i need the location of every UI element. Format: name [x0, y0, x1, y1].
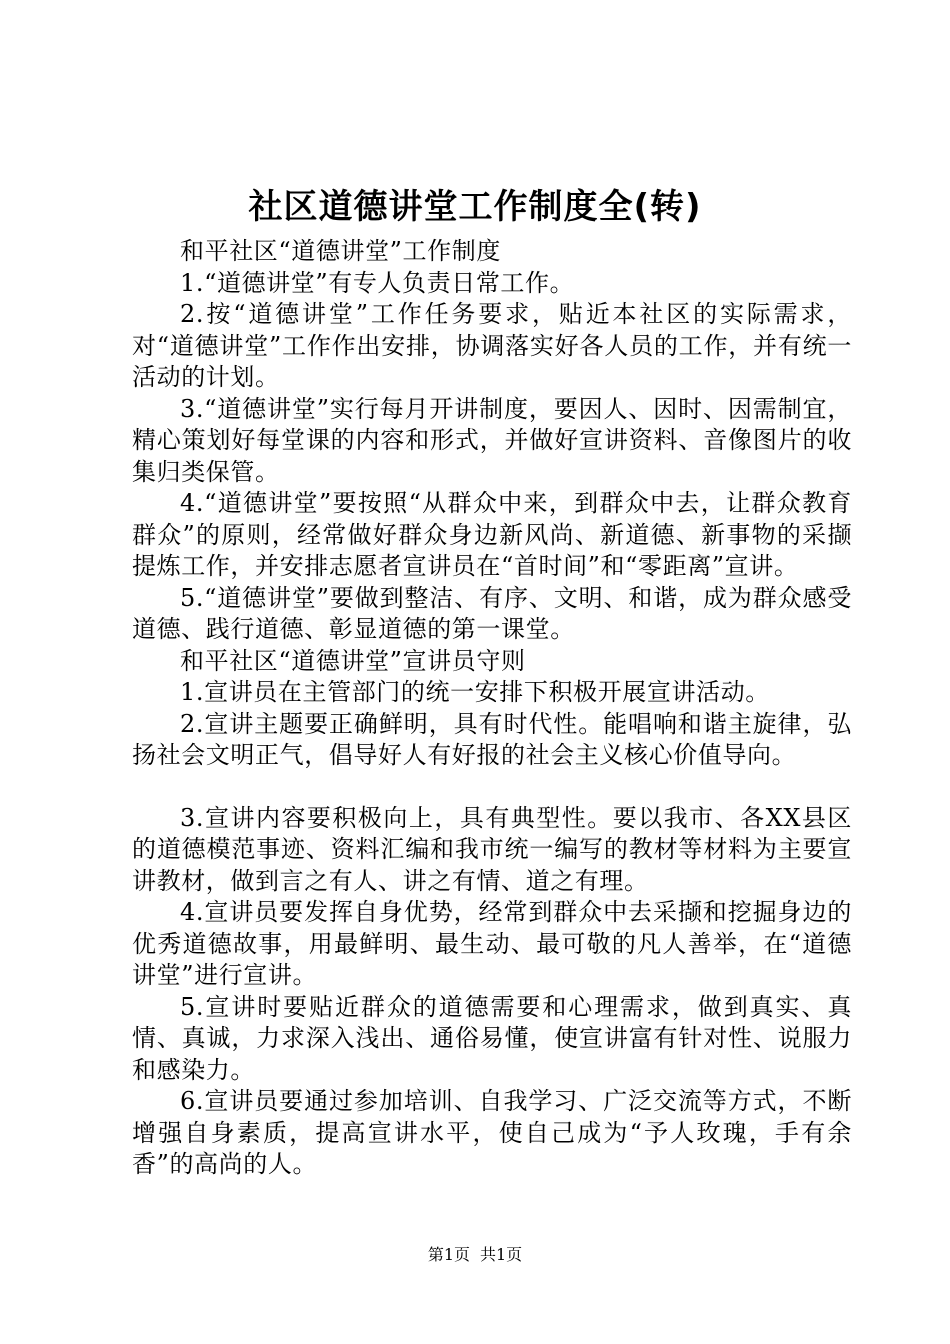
paragraph: 6.宣讲员要通过参加培训、自我学习、广泛交流等方式，不断增强自身素质，提高宣讲水平，使自己成为“予人玫瑰，手有余香”的高尚的人。: [132, 1087, 852, 1178]
document-body: [132, 236, 852, 1181]
page-number: 第1页: [427, 1245, 470, 1264]
paragraph: 1.“道德讲堂”有专人负责日常工作。: [180, 268, 575, 297]
paragraph: 5.宣讲时要贴近群众的道德需要和心理需求，做到真实、真情、真诚，力求深入浅出、通俗易懂，使宣讲富有针对性、说服力和感染力。: [132, 992, 852, 1084]
section-heading-speaker-rules: 和平社区“道德讲堂”宣讲员守则: [180, 646, 526, 675]
page-footer: [0, 1244, 950, 1266]
paragraph: 4.“道德讲堂”要按照“从群众中来，到群众中去，让群众教育群众”的原则，经常做好群众身边新风尚、新道德、新事物的采撷提炼工作，并安排志愿者宣讲员在“首时间”和“零距离”宣讲。: [132, 489, 852, 580]
paragraph: 2.按“道德讲堂”工作任务要求，贴近本社区的实际需求，对“道德讲堂”工作作出安排，协调落实好各人员的工作，并有统一活动的计划。: [132, 300, 852, 391]
paragraph: 1.宣讲员在主管部门的统一安排下积极开展宣讲活动。: [180, 678, 770, 706]
page-total: 共1页: [480, 1245, 523, 1264]
paragraph: 2.宣讲主题要正确鲜明，具有时代性。能唱响和谐主旋律，弘扬社会文明正气，倡导好人有好报的社会主义核心价值导向。: [132, 709, 852, 769]
document-title: 社区道德讲堂工作制度全(转): [248, 187, 702, 227]
paragraph: 3.宣讲内容要积极向上，具有典型性。要以我市、各XX县区的道德模范事迹、资料汇编和我市统一编写的教材等材料为主要宣讲教材，做到言之有人、讲之有情、道之有理。: [132, 803, 852, 895]
paragraph: 5.“道德讲堂”要做到整洁、有序、文明、和谐，成为群众感受道德、践行道德、彰显道德的第一课堂。: [132, 583, 852, 643]
paragraph: 3.“道德讲堂”实行每月开讲制度，要因人、因时、因需制宜，精心策划好每堂课的内容和形式，并做好宣讲资料、音像图片的收集归类保管。: [132, 394, 852, 486]
paragraph: 4.宣讲员要发挥自身优势，经常到群众中去采撷和挖掘身边的优秀道德故事，用最鲜明、最生动、最可敬的凡人善举，在“道德讲堂”进行宣讲。: [132, 898, 852, 989]
section-heading-work-system: 和平社区“道德讲堂”工作制度: [180, 237, 501, 265]
